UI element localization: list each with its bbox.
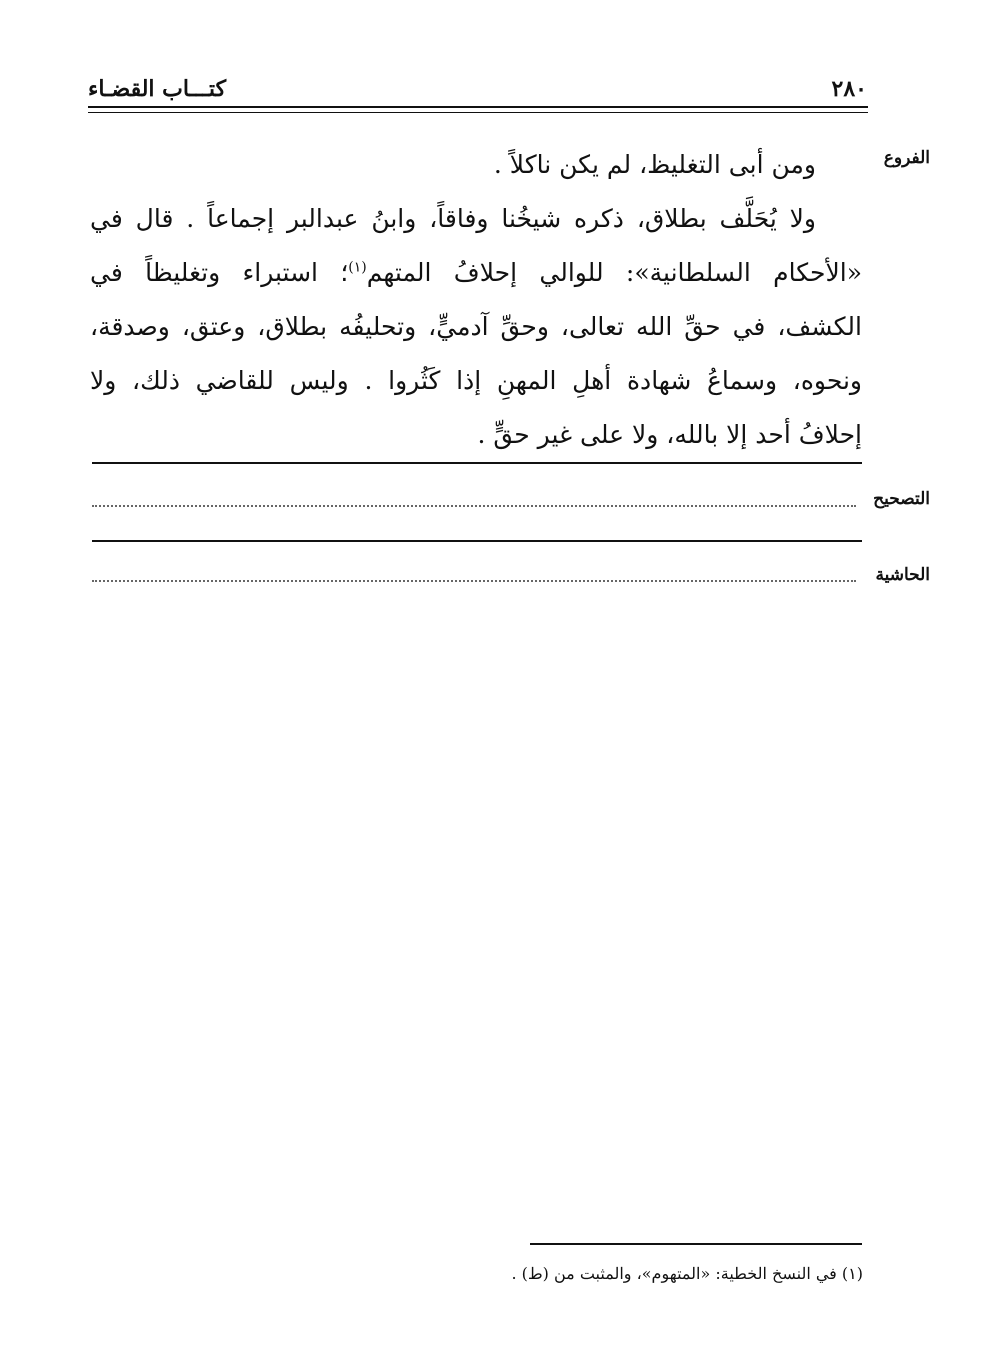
text-line (90, 246, 862, 300)
text-segment: ؛ استبراء وتغليظاً في (90, 258, 349, 287)
text-line: إحلافُ أحد إلا بالله، ولا على غير حقٍّ . (477, 420, 862, 449)
section-separator (92, 540, 862, 542)
margin-notes-dotted-line (92, 580, 856, 582)
text-line: ولا يُحَلَّف بطلاق، ذكره شيخُنا وفاقاً، وابنُ عبدالبر إجماعاً . قال في (90, 204, 816, 233)
header-rule-thin (88, 112, 868, 113)
text-line: ونحوه، وسماعُ شهادة أهلِ المهنِ إذا كَثُروا . وليس للقاضي ذلك، ولا (90, 366, 862, 395)
text-line: الكشف، في حقِّ الله تعالى، وحقِّ آدميٍّ، وتحليفُه بطلاق، وعتق، وصدقة، (90, 312, 862, 341)
footnote-rule (530, 1243, 862, 1245)
section-separator (92, 462, 862, 464)
footnote-text: (١) في النسخ الخطية: «المتهوم»، والمثبت من (ط) . (511, 1264, 863, 1283)
footnote-reference: (١) (348, 259, 367, 276)
text-segment: «الأحكام السلطانية»: للوالي إحلافُ المتهم (366, 258, 862, 287)
page-number: ٢٨٠ (831, 76, 867, 102)
margin-label: الفروع (883, 148, 930, 168)
margin-notes-label: الحاشية (875, 565, 930, 585)
correction-label: التصحيح (873, 489, 930, 509)
correction-dotted-line (92, 505, 856, 507)
text-line: ومن أبى التغليظ، لم يكن ناكلاً . (493, 150, 816, 179)
body-text (90, 138, 862, 462)
running-header-title: كتـــاب القضـاء (88, 76, 227, 102)
header-rule-thick (88, 106, 868, 108)
